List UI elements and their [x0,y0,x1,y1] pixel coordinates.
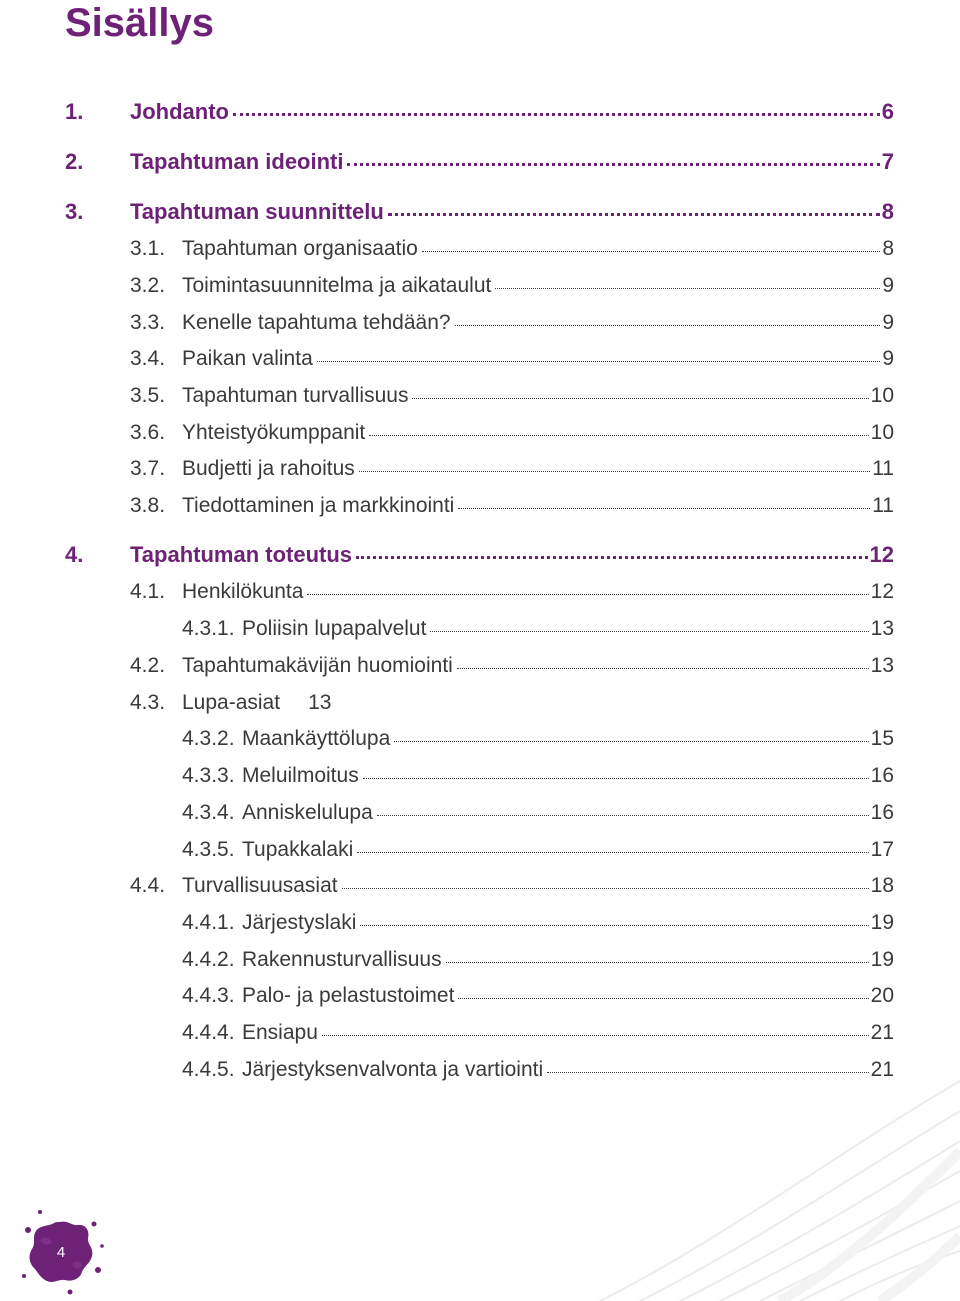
toc-dot-leader [363,778,869,779]
toc-entry-body [182,873,894,899]
toc-entry-number: 3.2. [130,274,166,297]
toc-entry-number: 4.4.1. [182,911,235,934]
toc-entry-page: 6 [881,99,894,124]
toc-entry-number: 3.1. [130,237,166,260]
toc-entry-title: Tapahtuman turvallisuus [182,384,409,407]
toc-entry-number: 3.5. [130,384,166,407]
toc-entry-number: 3.8. [130,494,166,517]
toc-entry[interactable] [0,910,960,946]
toc-entry[interactable] [0,199,960,235]
toc-entry[interactable] [0,149,960,185]
toc-entry[interactable] [0,346,960,382]
toc-entry[interactable] [0,690,960,726]
toc-entry-body [242,1057,894,1083]
toc-dot-leader [357,852,868,853]
toc-entry-page: 20 [870,984,894,1007]
toc-entry[interactable] [0,542,960,578]
toc-entry-number: 4.3.1. [182,617,235,640]
toc-entry-title: Tapahtuman organisaatio [182,237,418,260]
toc-entry[interactable] [0,456,960,492]
toc-entry[interactable] [0,383,960,419]
toc-entry-title: Lupa-asiat [182,691,281,714]
toc-dot-leader [369,435,868,436]
toc-entry-body [182,273,894,299]
toc-dot-leader [547,1072,869,1073]
toc-entry[interactable] [0,837,960,873]
toc-entry-page: 16 [870,764,894,787]
toc-entry-title: Poliisin lupapalvelut [242,617,427,640]
toc-entry-page: 7 [881,149,894,174]
toc-entry-body [242,726,894,752]
toc-entry-number: 4.3.2. [182,727,235,750]
toc-entry-body [182,346,894,372]
toc-dot-leader [342,888,869,889]
toc-entry-title: Järjestyslaki [242,911,357,934]
toc-entry-page: 19 [870,911,894,934]
toc-entry-number: 3.6. [130,421,166,444]
toc-entry-page: 9 [882,347,894,370]
toc-entry[interactable] [0,493,960,529]
toc-entry-page: 13 [870,617,894,640]
toc-entry-body [242,1020,894,1046]
toc-entry[interactable] [0,273,960,309]
toc-entry-page: 8 [882,237,894,260]
toc-entry[interactable] [0,616,960,652]
toc-dot-leader [322,1035,869,1036]
toc-entry-page: 21 [870,1058,894,1081]
toc-entry-page: 18 [870,874,894,897]
toc-dot-leader [347,163,879,166]
toc-dot-leader [388,213,880,216]
toc-entry-body [130,542,894,568]
toc-entry-body [182,579,894,605]
toc-entry[interactable] [0,236,960,272]
toc-entry-title: Henkilökunta [182,580,304,603]
toc-entry-number: 2. [65,149,84,174]
toc-entry-title: Tapahtuman suunnittelu [130,199,384,224]
toc-entry-number: 1. [65,99,84,124]
toc-entry-title: Tupakkalaki [242,838,354,861]
toc-entry-body [242,910,894,936]
toc-dot-leader [457,668,869,669]
toc-entry[interactable] [0,99,960,135]
toc-entry-page: 16 [870,801,894,824]
toc-dot-leader [377,815,869,816]
toc-dot-leader [359,471,870,472]
toc-entry-page: 8 [881,199,894,224]
toc-dot-leader [495,288,880,289]
toc-entry-number: 4.4.4. [182,1021,235,1044]
toc-entry-page: 17 [870,838,894,861]
toc-entry[interactable] [0,420,960,456]
toc-entry-number: 3.3. [130,311,166,334]
toc-dot-leader [458,508,870,509]
toc-entry-number: 4.1. [130,580,166,603]
toc-entry-title: Järjestyksenvalvonta ja vartiointi [242,1058,544,1081]
toc-entry-title: Kenelle tapahtuma tehdään? [182,311,451,334]
toc-entry-number: 3.7. [130,457,166,480]
toc-dot-leader [360,925,868,926]
toc-entry-number: 4.3.5. [182,838,235,861]
toc-dot-leader [412,398,868,399]
toc-entry-title: Meluilmoitus [242,764,359,787]
toc-entry-body [242,763,894,789]
toc-entry-title: Anniskelulupa [242,801,373,824]
toc-entry-body [130,199,894,225]
toc-entry-title: Tapahtuman toteutus [130,542,353,567]
toc-dot-leader [422,251,880,252]
toc-entry[interactable] [0,579,960,615]
toc-dot-leader [430,631,868,632]
toc-entry-page: 11 [872,457,894,480]
toc-entry-title: Toimintasuunnitelma ja aikataulut [182,274,492,297]
toc-dot-leader [394,741,868,742]
toc-dot-leader [317,361,881,362]
toc-entry-body [182,653,894,679]
toc-entry-body [182,456,894,482]
toc-entry-title: Turvallisuusasiat [182,874,338,897]
toc-entry-page: 15 [870,727,894,750]
toc-dot-leader [307,594,868,595]
toc-entry-body [182,420,894,446]
toc-entry-number: 4.4.5. [182,1058,235,1081]
toc-entry-title: Tapahtuman ideointi [130,149,344,174]
toc-entry[interactable] [0,947,960,983]
toc-entry-body [242,983,894,1009]
toc-entry-page: 19 [870,948,894,971]
page-number-badge [10,1200,110,1300]
toc-entry-number: 4.3.3. [182,764,235,787]
toc-entry[interactable] [0,726,960,762]
toc-entry-page: 9 [882,311,894,334]
toc-entry-title: Ensiapu [242,1021,318,1044]
toc-entry[interactable] [0,763,960,799]
toc-entry-number: 4.3.4. [182,801,235,824]
toc-entry-page: 11 [872,494,894,517]
toc-dot-leader [233,113,880,116]
toc-entry-number: 4.4.2. [182,948,235,971]
toc-entry-page: 12 [870,580,894,603]
toc-entry-body [182,310,894,336]
toc-entry-page: 13 [870,654,894,677]
toc-entry-body [130,149,894,175]
toc-entry-body [130,99,894,125]
toc-entry-title: Tapahtumakävijän huomiointi [182,654,453,677]
toc-entry-number: 4. [65,542,84,567]
toc-dot-leader [356,556,867,559]
toc-entry-title: Rakennusturvallisuus [242,948,442,971]
toc-entry-number: 4.3. [130,691,166,714]
toc-entry[interactable] [0,873,960,909]
toc-entry-number: 3.4. [130,347,166,370]
page-number: 4 [56,1244,66,1261]
toc-entry-title: Yhteistyökumppanit [182,421,366,444]
toc-entry-body [182,493,894,519]
toc-entry-page: 10 [870,421,894,444]
toc-entry-title: Palo- ja pelastustoimet [242,984,455,1007]
toc-dot-leader [455,325,881,326]
toc-entry-title: Maankäyttölupa [242,727,391,750]
toc-entry[interactable] [0,800,960,836]
toc-entry-body [182,383,894,409]
toc-entry-page: 12 [869,542,894,567]
toc-entry-body [242,800,894,826]
toc-entry-title: Johdanto [130,99,229,124]
toc-entry-number: 4.2. [130,654,166,677]
toc-entry[interactable] [0,1057,960,1093]
toc-entry-body [242,837,894,863]
toc-entry-number: 4.4.3. [182,984,235,1007]
toc-entry-page: 9 [882,274,894,297]
toc-entry-number: 4.4. [130,874,166,897]
toc-dot-leader [458,998,868,999]
toc-entry-body [242,616,894,642]
toc-entry-page: 21 [870,1021,894,1044]
toc-entry-title: Tiedottaminen ja markkinointi [182,494,455,517]
page-title: Sisällys [65,1,215,45]
toc-entry-number: 3. [65,199,84,224]
toc-entry-title: Paikan valinta [182,347,313,370]
toc-entry-body [242,947,894,973]
toc-entry[interactable] [0,653,960,689]
toc-entry[interactable] [0,1020,960,1056]
toc-entry-page: 10 [870,384,894,407]
toc-entry[interactable] [0,310,960,346]
toc-dot-leader [446,962,869,963]
toc-entry-body [182,690,331,716]
toc-entry-body [182,236,894,262]
toc-entry[interactable] [0,983,960,1019]
toc-entry-title: Budjetti ja rahoitus [182,457,355,480]
toc-entry-page: 13 [308,691,332,714]
